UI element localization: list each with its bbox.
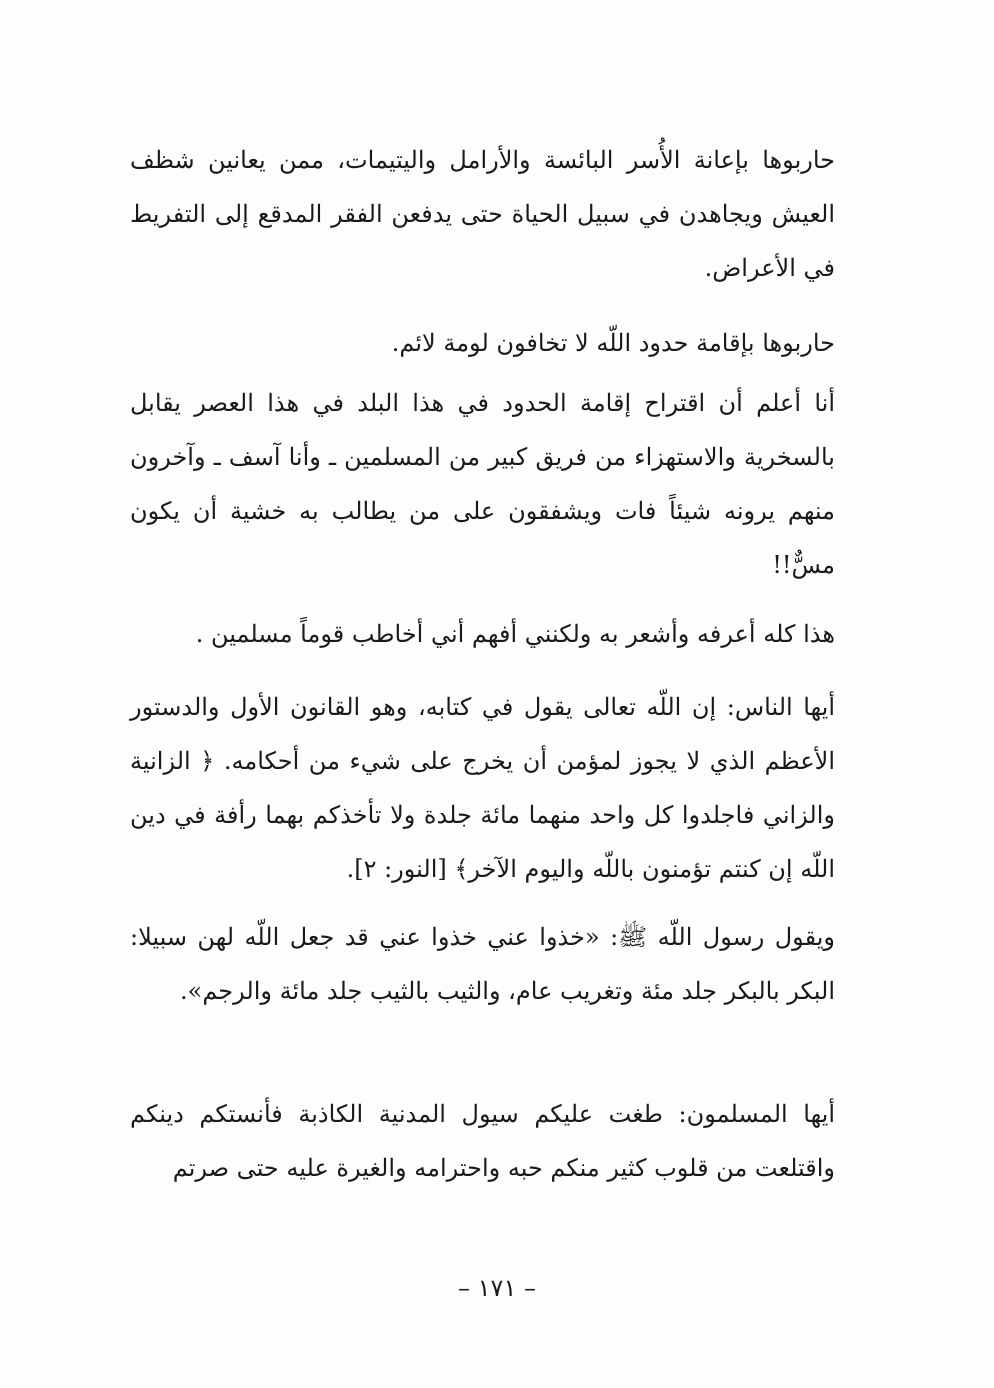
paragraph-4: هذا كله أعرفه وأشعر به ولكنني أفهم أني أخاطب قوماً مسلمين . bbox=[195, 620, 835, 648]
paragraph-2: حاربوها بإقامة حدود اللّه لا تخافون لومة لائم. bbox=[391, 329, 835, 357]
page-number: – ١٧١ – bbox=[458, 1274, 536, 1302]
paragraph-1: حاربوها بإعانة الأُسر البائسة والأرامل واليتيمات، ممن يعانين شظف العيش ويجاهدن في سبيل الحياة حتى يدفعن الفقر المدقع إلى التفريط في الأعراض. bbox=[130, 146, 835, 282]
paragraph-5: أيها الناس: إن اللّه تعالى يقول في كتابه، وهو القانون الأول والدستور الأعظم الذي لا يجوز لمؤمن أن يخرج على شيء من أحكامه. ﴿ الزانية والزاني فاجلدوا كل واحد منهما مائة جلدة ولا تأخذكم بهما رأفة في دين اللّه إن كنتم تؤمنون باللّه واليوم الآخر﴾ [النور: ٢]. bbox=[130, 693, 835, 883]
paragraph-6: ويقول رسول اللّه ﷺ: «خذوا عني خذوا عني قد جعل اللّه لهن سبيلا: البكر بالبكر جلد مئة وتغريب عام، والثيب بالثيب جلد مائة والرجم». bbox=[130, 923, 835, 1005]
paragraph-7: أيها المسلمون: طغت عليكم سيول المدنية الكاذبة فأنستكم دينكم واقتلعت من قلوب كثير منكم حبه واحترامه والغيرة عليه حتى صرتم bbox=[130, 1100, 835, 1182]
paragraph-3: أنا أعلم أن اقتراح إقامة الحدود في هذا البلد في هذا العصر يقابل بالسخرية والاستهزاء من فريق كبير من المسلمين ـ وأنا آسف ـ وآخرون منهم يرونه شيئاً فات ويشفقون على من يطالب به خشية أن يكون مسٌّ!! bbox=[130, 389, 836, 579]
